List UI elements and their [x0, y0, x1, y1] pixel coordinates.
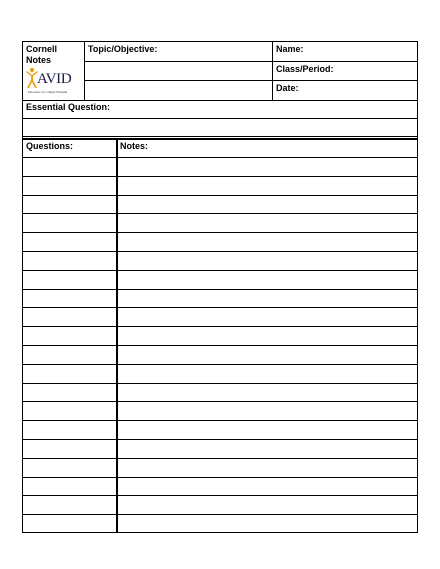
notes-row-line: [22, 157, 418, 158]
essential-question-line-2: [22, 136, 418, 137]
notes-row-line: [22, 514, 418, 515]
notes-row-line: [22, 345, 418, 346]
avid-logo: [25, 66, 82, 98]
notes-row-line: [22, 364, 418, 365]
notes-row-line: [22, 307, 418, 308]
name-line: [272, 61, 418, 62]
title-notes: Notes: [26, 55, 52, 65]
header-divider-left: [84, 41, 85, 100]
notes-row-line: [22, 195, 418, 196]
topic-objective-label: Topic/Objective:: [88, 44, 158, 54]
questions-column-divider: [116, 138, 118, 533]
topic-line-1: [84, 61, 272, 62]
questions-column-header: Questions:: [26, 141, 74, 151]
notes-row-line: [22, 439, 418, 440]
topic-line-2: [84, 80, 272, 81]
header-bottom-line: [22, 100, 418, 101]
essential-question-label: Essential Question:: [26, 102, 111, 112]
notes-row-line: [22, 420, 418, 421]
date-label: Date:: [276, 83, 299, 93]
class-line: [272, 80, 418, 81]
title-cornell: Cornell: [26, 44, 58, 54]
notes-row-line: [22, 232, 418, 233]
notes-row-line: [22, 477, 418, 478]
worksheet-frame: [22, 41, 418, 533]
notes-table-top-line: [22, 138, 418, 140]
header-divider-right: [272, 41, 273, 100]
notes-column-header: Notes:: [120, 141, 149, 151]
notes-row-line: [22, 383, 418, 384]
class-period-label: Class/Period:: [276, 64, 334, 74]
avid-word: AVID: [37, 71, 72, 87]
essential-question-line-1: [22, 118, 418, 119]
notes-row-line: [22, 213, 418, 214]
notes-row-line: [22, 251, 418, 252]
notes-row-line: [22, 458, 418, 459]
notes-row-line: [22, 270, 418, 271]
notes-row-line: [22, 289, 418, 290]
notes-row-line: [22, 176, 418, 177]
avid-tagline: Decades of College Dreams: [28, 90, 68, 94]
notes-row-line: [22, 326, 418, 327]
name-label: Name:: [276, 44, 304, 54]
notes-row-line: [22, 401, 418, 402]
notes-row-line: [22, 495, 418, 496]
